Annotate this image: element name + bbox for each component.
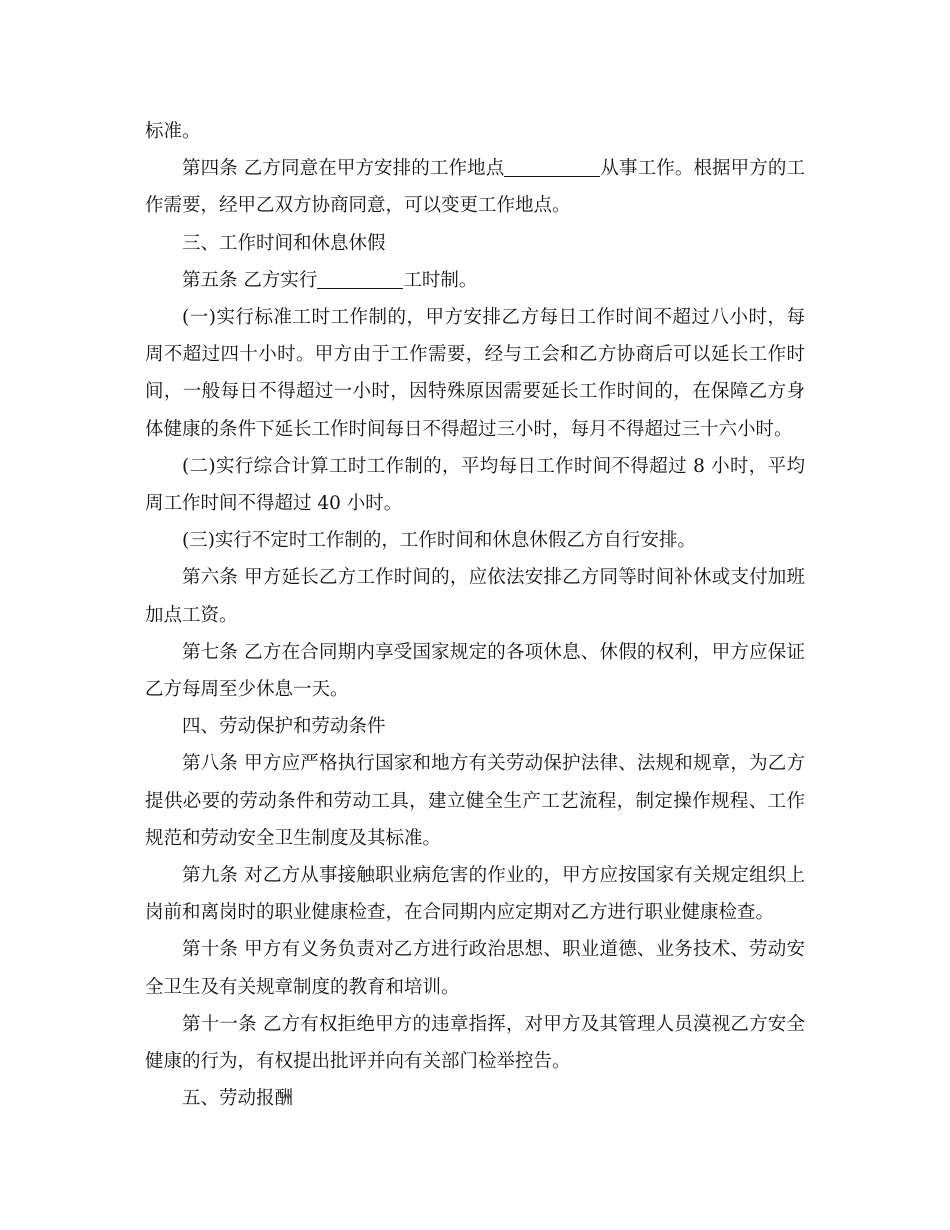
article-4-text-a: 第四条 乙方同意在甲方安排的工作地点 bbox=[182, 158, 505, 180]
article-5 bbox=[145, 262, 805, 299]
article-6: 第六条 甲方延长乙方工作时间的，应依法安排乙方同等时间补休或支付加班加点工资。 bbox=[145, 567, 805, 626]
clause-standard-hours: (一)实行标准工时工作制的，甲方安排乙方每日工作时间不超过八小时，每周不超过四十小时。甲方由于工作需要，经与工会和乙方协商后可以延长工作时间，一般每日不得超过一小时，因特殊原因需要延长工作时间的，在保障乙方身体健康的条件下延长工作时间每日不得超过三小时，每月不得超过三十六小时。 bbox=[145, 307, 805, 440]
section-heading-3: 三、工作时间和休息休假 bbox=[182, 232, 386, 254]
document-body bbox=[145, 113, 805, 1117]
article-9: 第九条 对乙方从事接触职业病危害的作业的，甲方应按国家有关规定组织上岗前和离岗时的职业健康检查，在合同期内应定期对乙方进行职业健康检查。 bbox=[145, 865, 805, 924]
clause-comprehensive-hours: (二)实行综合计算工时工作制的，平均每日工作时间不得超过 8 小时，平均周工作时间不得超过 40 小时。 bbox=[145, 455, 805, 515]
clause-flexible-hours: (三)实行不定时工作制的，工作时间和休息休假乙方自行安排。 bbox=[182, 530, 696, 552]
work-hour-system-blank bbox=[317, 269, 403, 289]
work-location-blank bbox=[504, 158, 600, 178]
article-7: 第七条 乙方在合同期内享受国家规定的各项休息、休假的权利，甲方应保证乙方每周至少休息一天。 bbox=[145, 641, 805, 701]
section-heading-5: 五、劳动报酬 bbox=[182, 1088, 294, 1110]
article-11: 第十一条 乙方有权拒绝甲方的违章指挥，对甲方及其管理人员漠视乙方安全健康的行为，有权提出批评并向有关部门检举控告。 bbox=[145, 1013, 805, 1073]
article-5-text-b: 工时制。 bbox=[403, 269, 478, 291]
paragraph-continuation: 标准。 bbox=[145, 121, 201, 142]
article-4 bbox=[145, 150, 805, 224]
article-4-text-b: 从事工作。根据甲方的工作需要，经甲乙双方协商同意，可以变更工作地点。 bbox=[145, 158, 805, 217]
section-heading-4: 四、劳动保护和劳动条件 bbox=[182, 716, 386, 738]
article-5-text-a: 第五条 乙方实行 bbox=[182, 269, 318, 291]
article-8: 第八条 甲方应严格执行国家和地方有关劳动保护法律、法规和规章，为乙方提供必要的劳动条件和劳动工具，建立健全生产工艺流程，制定操作规程、工作规范和劳动安全卫生制度及其标准。 bbox=[145, 753, 805, 849]
article-10: 第十条 甲方有义务负责对乙方进行政治思想、职业道德、业务技术、劳动安全卫生及有关规章制度的教育和培训。 bbox=[145, 939, 805, 998]
